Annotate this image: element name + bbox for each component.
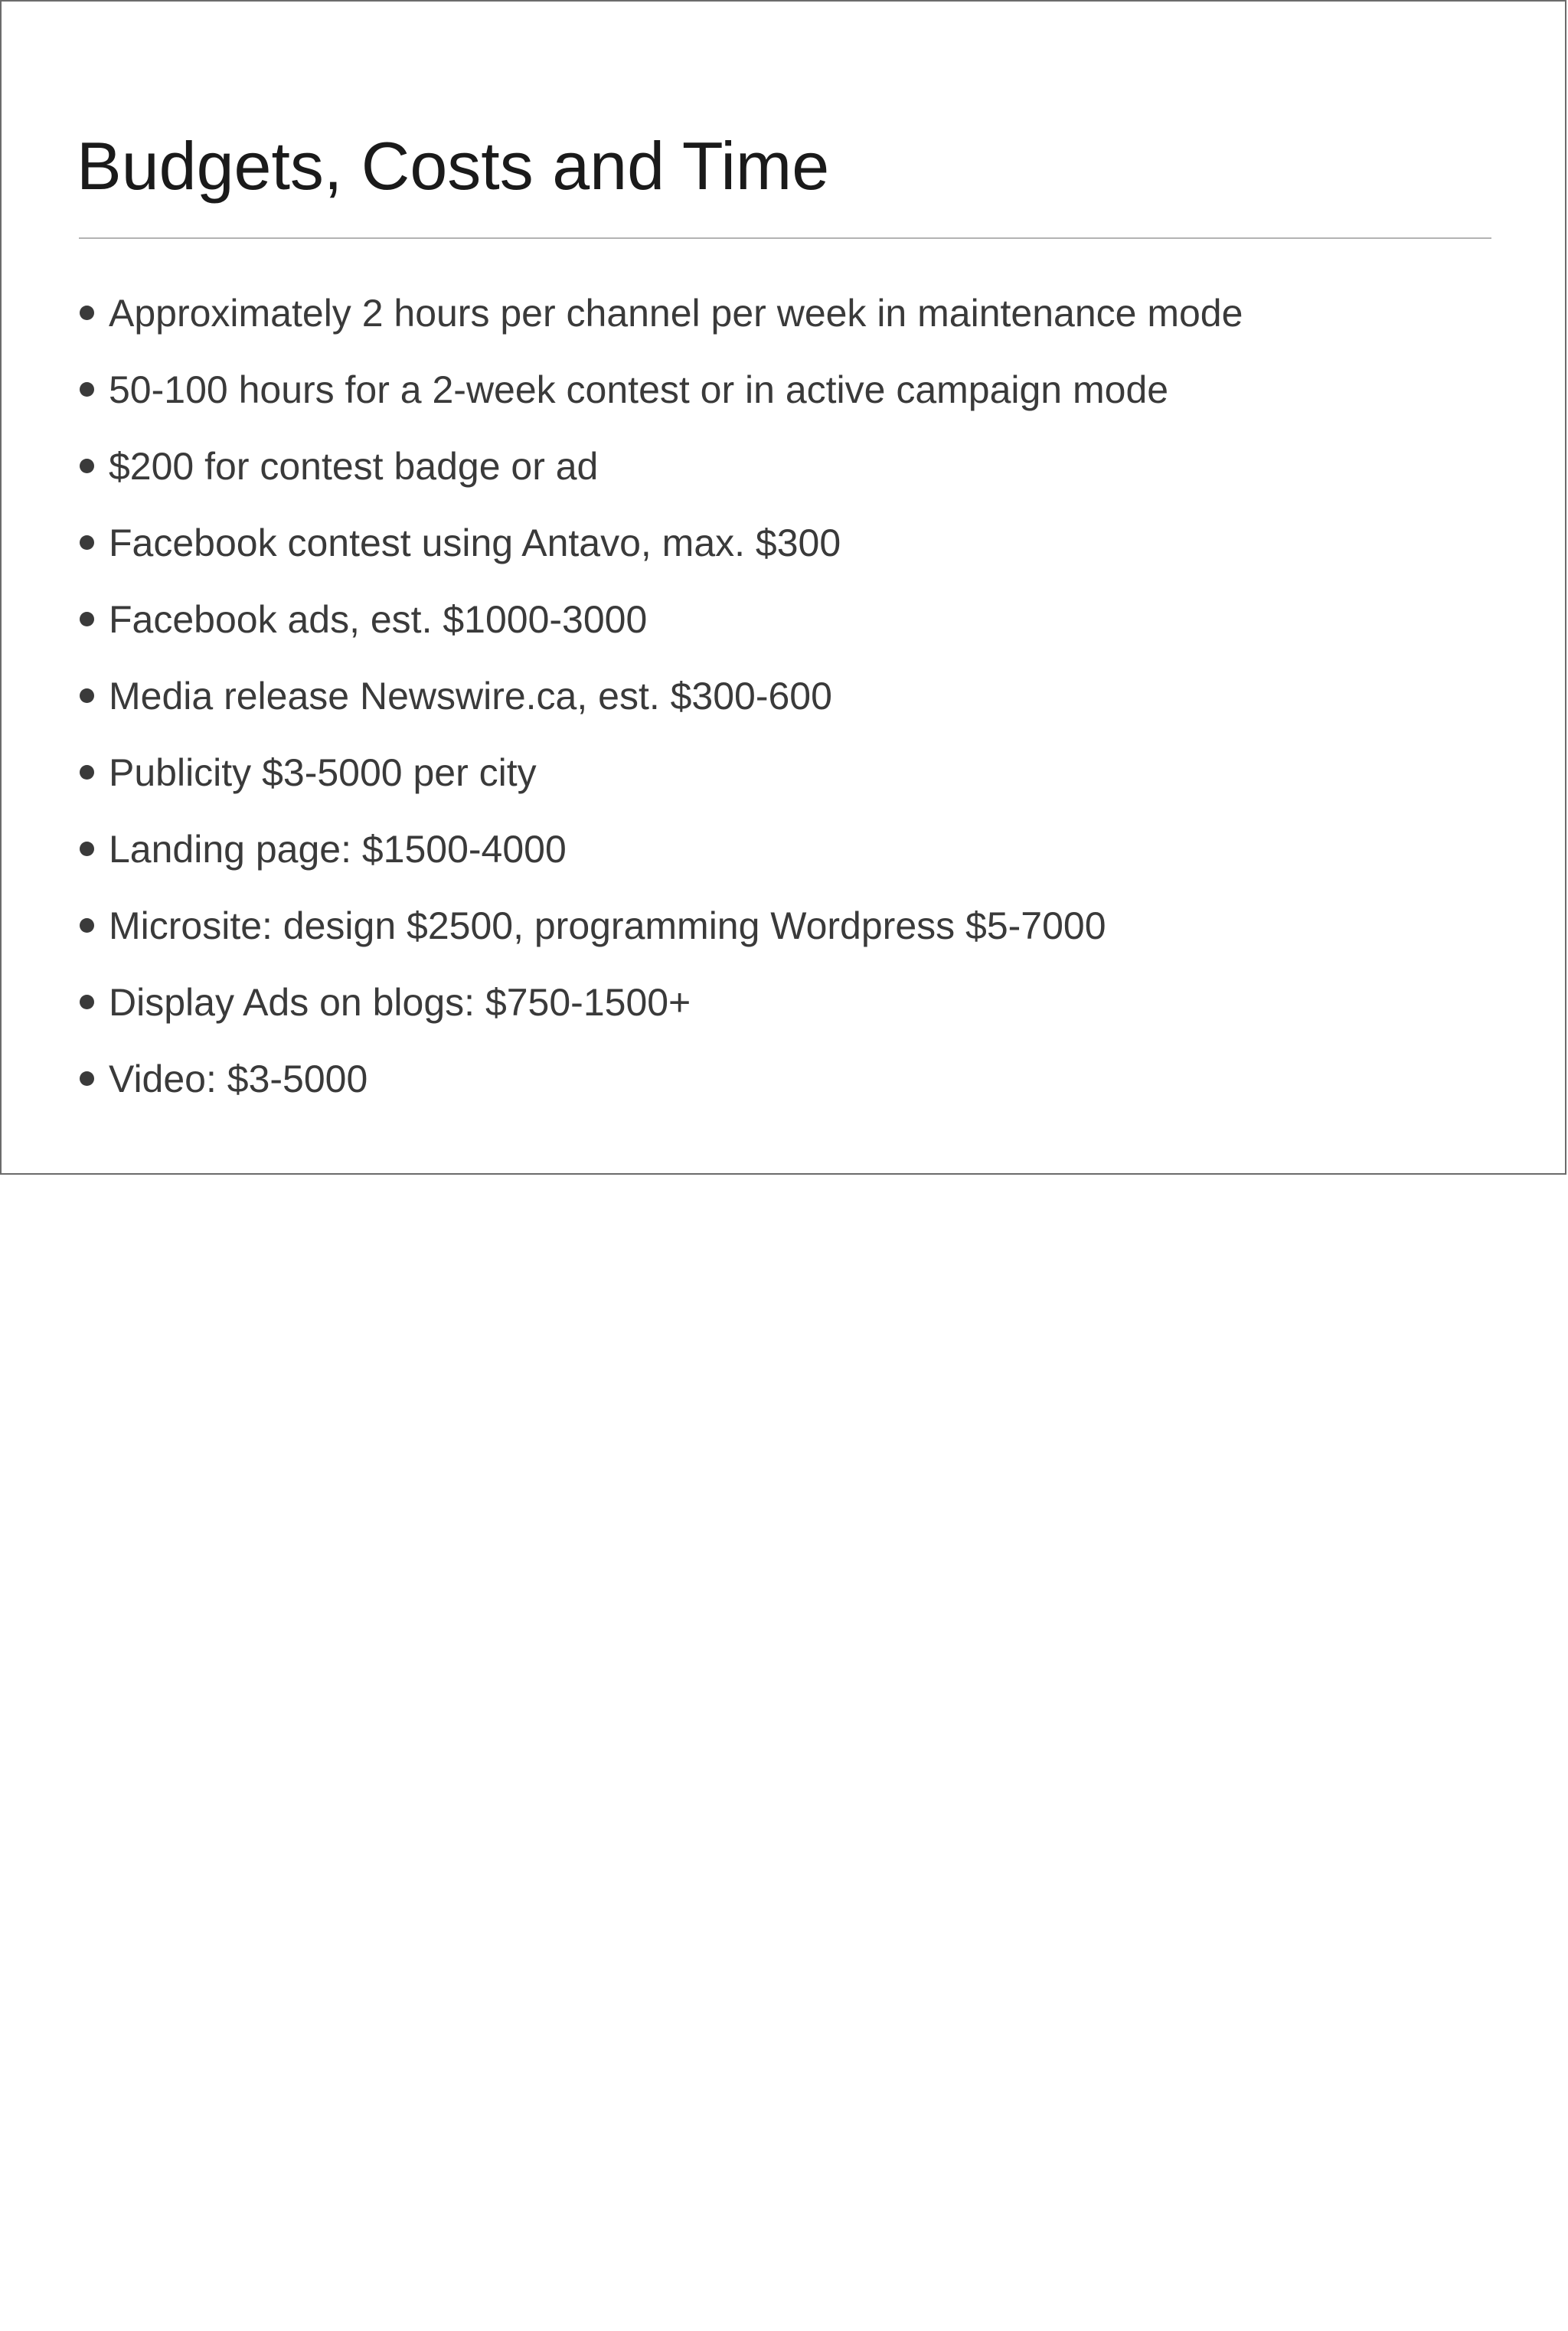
bullet-dot-icon xyxy=(80,306,94,320)
bullet-dot-icon xyxy=(80,995,94,1009)
bullet-dot-icon xyxy=(80,918,94,933)
bullet-dot-icon xyxy=(80,459,94,473)
bullet-list xyxy=(77,275,1243,1117)
bullet-item xyxy=(77,658,1243,734)
bullet-item xyxy=(77,275,1243,351)
bullet-dot-icon xyxy=(80,1071,94,1086)
bullet-text: $200 for contest badge or ad xyxy=(109,445,599,488)
bullet-text: Video: $3-5000 xyxy=(109,1058,368,1100)
bullet-item xyxy=(77,428,1243,505)
bullet-text: Publicity $3-5000 per city xyxy=(109,751,537,794)
bullet-item xyxy=(77,964,1243,1041)
bullet-text: Media release Newswire.ca, est. $300-600 xyxy=(109,675,832,718)
bullet-text: Facebook contest using Antavo, max. $300 xyxy=(109,521,841,564)
bullet-text: Facebook ads, est. $1000-3000 xyxy=(109,598,648,641)
bullet-dot-icon xyxy=(80,612,94,626)
bullet-item xyxy=(77,811,1243,888)
bullet-dot-icon xyxy=(80,535,94,550)
bullet-dot-icon xyxy=(80,688,94,703)
bullet-item xyxy=(77,581,1243,658)
bullet-text: Approximately 2 hours per channel per week in maintenance mode xyxy=(109,292,1243,335)
slide-title: Budgets, Costs and Time xyxy=(77,128,830,204)
bullet-dot-icon xyxy=(80,765,94,780)
bullet-text: 50-100 hours for a 2-week contest or in active campaign mode xyxy=(109,368,1169,411)
title-divider xyxy=(79,237,1491,239)
bullet-text: Landing page: $1500-4000 xyxy=(109,828,567,871)
bullet-item xyxy=(77,888,1243,964)
bullet-item xyxy=(77,1041,1243,1117)
bullet-text: Display Ads on blogs: $750-1500+ xyxy=(109,981,691,1024)
bullet-dot-icon xyxy=(80,842,94,856)
bullet-item xyxy=(77,734,1243,811)
bullet-dot-icon xyxy=(80,382,94,397)
bullet-item xyxy=(77,505,1243,581)
bullet-item xyxy=(77,351,1243,428)
bullet-text: Microsite: design $2500, programming Wordpress $5-7000 xyxy=(109,904,1106,947)
